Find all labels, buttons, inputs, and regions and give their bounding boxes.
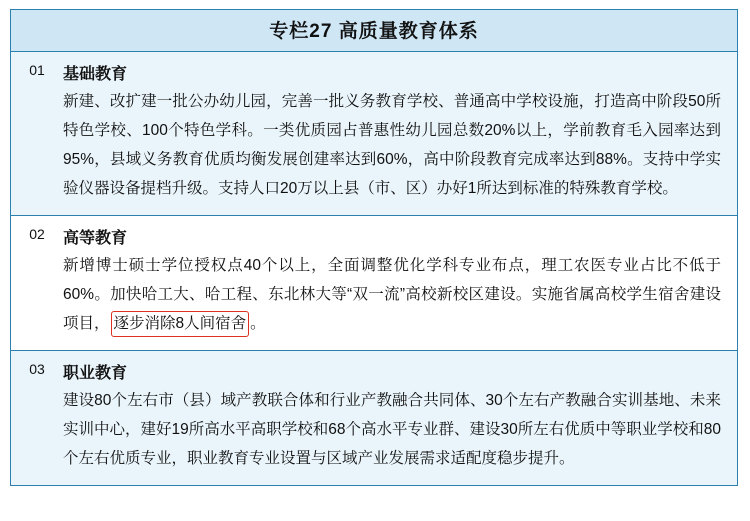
row-heading: 职业教育 — [63, 365, 128, 382]
row-body — [63, 386, 721, 473]
row-heading: 基础教育 — [63, 66, 128, 83]
row-body-text-tail: 。 — [250, 315, 266, 332]
row-heading: 高等教育 — [63, 230, 128, 247]
row-number: 01 — [29, 62, 45, 78]
row-body — [63, 251, 721, 338]
highlighted-phrase: 逐步消除8人间宿舍 — [111, 311, 250, 337]
row-body-text: 建设80个左右市（县）域产教联合体和行业产教融合共同体、30个左右产教融合实训基地、未来实训中心，建好19所高水平高职学校和68个高水平专业群、建设30所左右优质中等职业学校和80个左右优质专业，职业教育专业设置与区域产业发展需求适配度稳步提升。 — [63, 392, 721, 467]
panel-title: 专栏27 高质量教育体系 — [11, 10, 737, 52]
row-body — [63, 87, 721, 203]
table-row — [11, 216, 737, 351]
row-content — [63, 52, 737, 215]
row-body-text: 新建、改扩建一批公办幼儿园，完善一批义务教育学校、普通高中学校设施，打造高中阶段50所特色学校、100个特色学科。一类优质园占普惠性幼儿园总数20%以上，学前教育毛入园率达到95%，县域义务教育优质均衡发展创建率达到60%，高中阶段教育完成率达到88%。支持中学实验仪器设备提档升级。支持人口20万以上县（市、区）办好1所达到标准的特殊教育学校。 — [63, 93, 721, 197]
row-body-text: 新增博士硕士学位授权点40个以上，全面调整优化学科专业布点，理工农医专业占比不低于60%。加快哈工大、哈工程、东北林大等“双一流”高校新校区建设。实施省属高校学生宿舍建设项目， — [63, 257, 721, 332]
row-number: 03 — [29, 361, 45, 377]
row-content — [63, 216, 737, 350]
table-row — [11, 52, 737, 216]
content-panel — [10, 9, 738, 486]
row-number: 02 — [29, 226, 45, 242]
row-content — [63, 351, 737, 485]
table-row — [11, 351, 737, 485]
